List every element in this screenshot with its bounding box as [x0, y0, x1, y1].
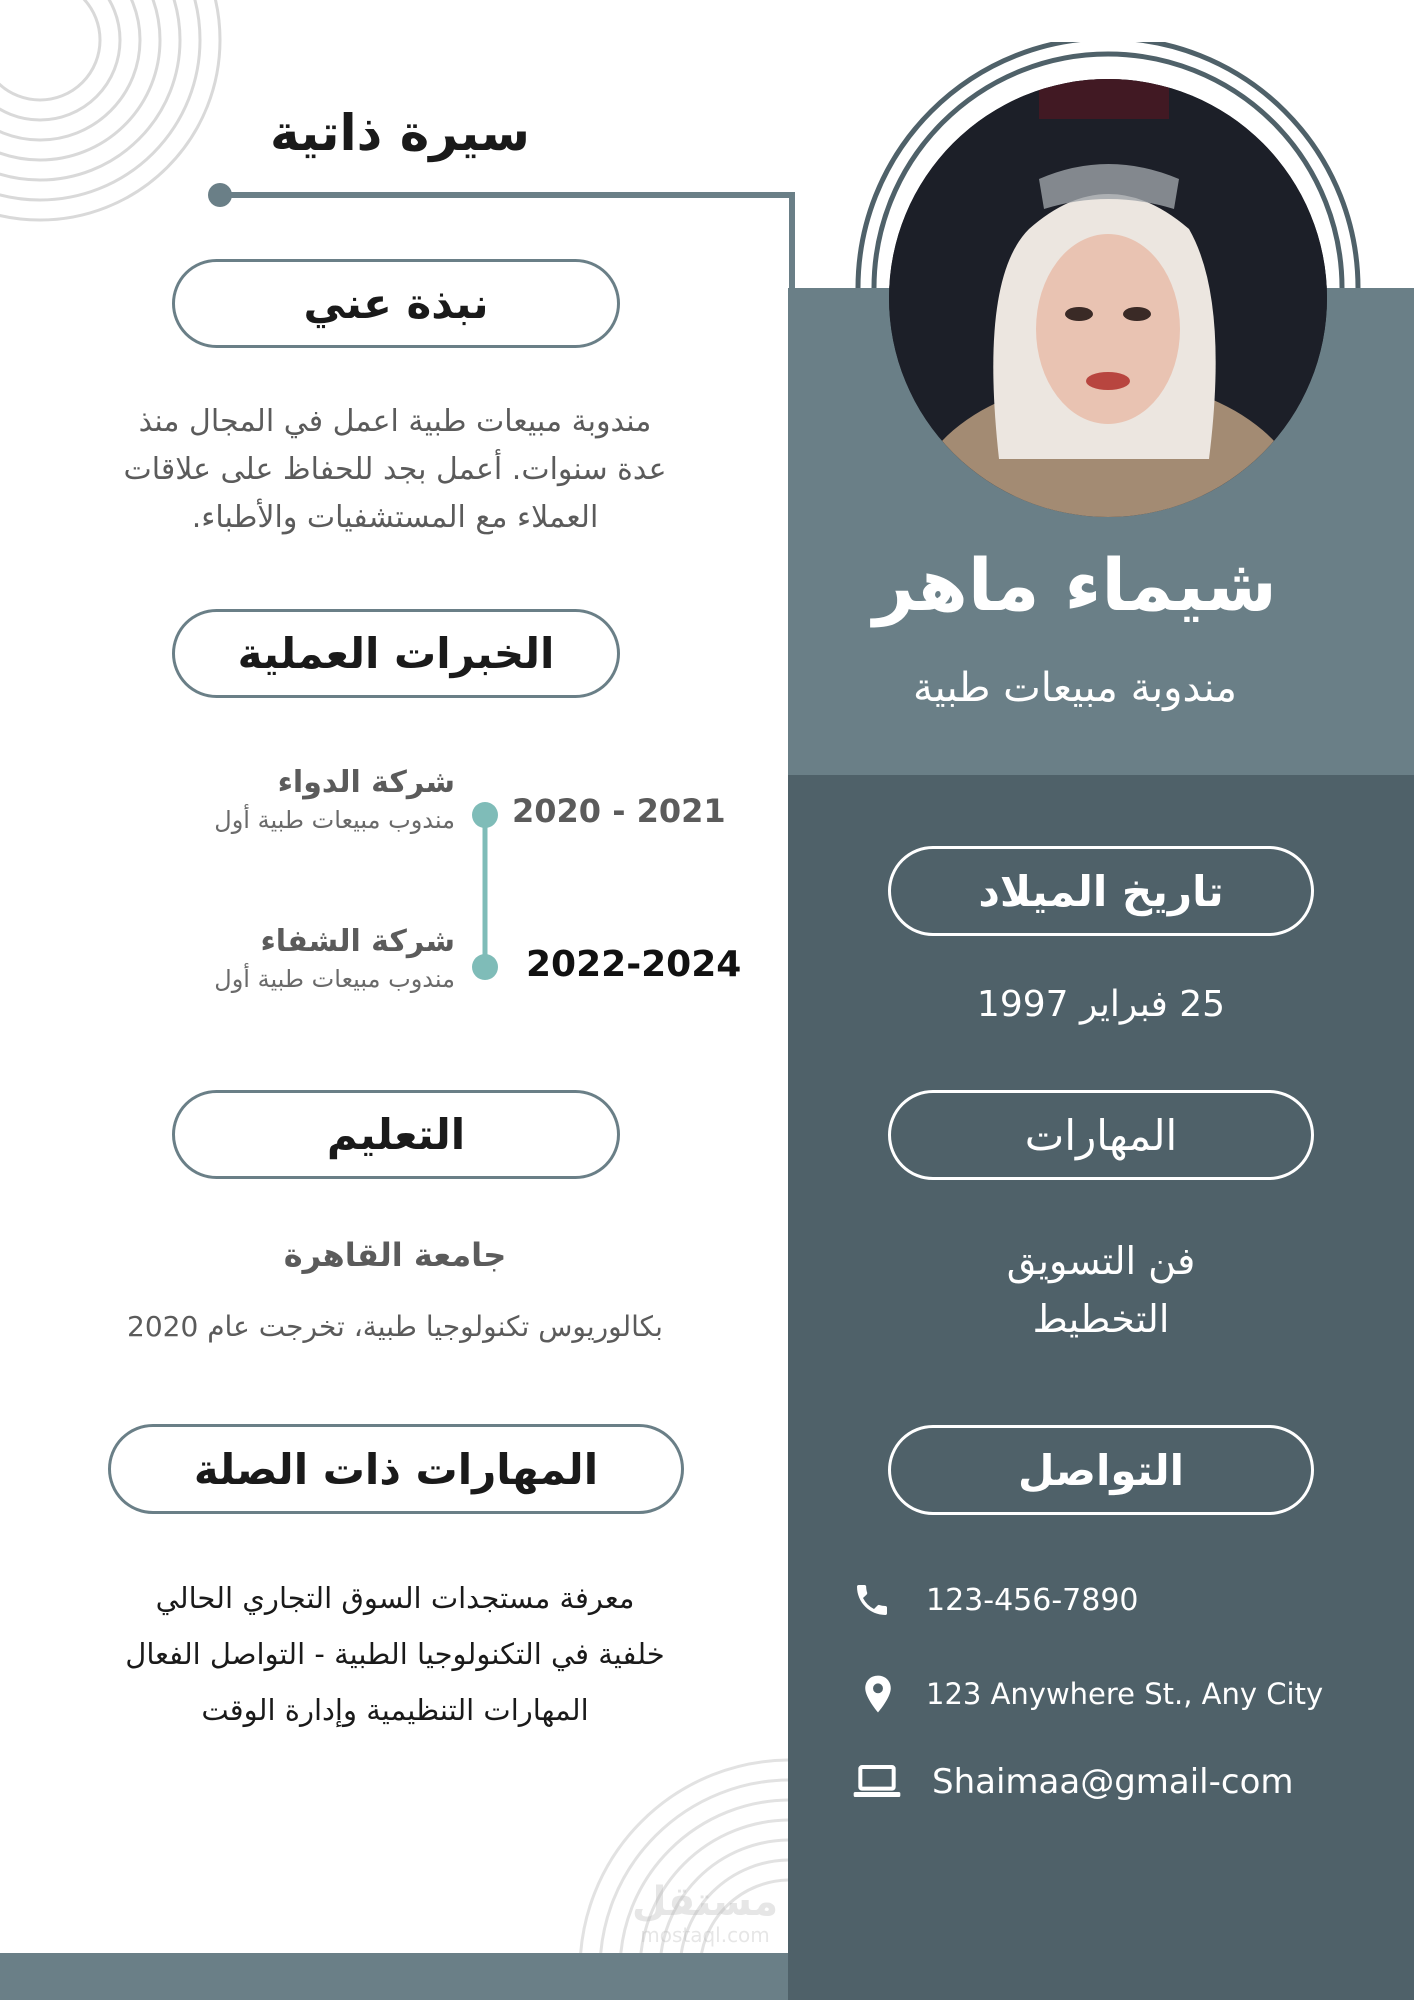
related-skill-line: خلفية في التكنولوجيا الطبية - التواصل الفعال [125, 1637, 665, 1671]
about-heading [172, 259, 620, 348]
experience-years: 2022-2024 [526, 944, 742, 985]
related-skill-line: المهارات التنظيمية وإدارة الوقت [201, 1693, 589, 1727]
related-skills-text [40, 1570, 750, 1738]
skill-item: فن التسويق [1006, 1239, 1196, 1283]
contact-phone[interactable]: 123-456-7890 [926, 1582, 1139, 1618]
education-university: جامعة القاهرة [283, 1236, 507, 1274]
education-degree: بكالوريوس تكنولوجيا طبية، تخرجت عام 2020 [127, 1310, 663, 1343]
education-heading [172, 1090, 620, 1179]
skills-heading [888, 1090, 1314, 1180]
birth-value: 25 فبراير 1997 [976, 984, 1226, 1025]
about-line: مندوبة مبيعات طبية اعمل في المجال منذ [138, 404, 652, 439]
birth-heading [888, 846, 1314, 936]
contact-email-row [852, 1762, 1294, 1802]
experience-company: شركة الشفاء [260, 924, 455, 959]
portrait-illustration [889, 79, 1327, 517]
contact-address-row [858, 1674, 1323, 1714]
about-line: العملاء مع المستشفيات والأطباء. [191, 500, 599, 535]
skills-heading-label: المهارات [1024, 1110, 1178, 1160]
phone-icon [852, 1580, 892, 1620]
details-panel [788, 775, 1414, 2000]
related-skill-line: معرفة مستجدات السوق التجاري الحالي [155, 1581, 635, 1615]
bottom-strip [0, 1953, 788, 2000]
experience-item [100, 924, 455, 993]
profile-job-title: مندوبة مبيعات طبية [913, 665, 1237, 711]
watermark-brand: مستقل [631, 1879, 779, 1925]
watermark-site: mostaql.com [640, 1923, 770, 1947]
location-pin-icon [858, 1674, 898, 1714]
laptop-icon [852, 1762, 902, 1802]
skills-list [888, 1232, 1314, 1348]
experience-company: شركة الدواء [277, 765, 455, 800]
profile-name: شيماء ماهر [873, 543, 1277, 627]
experience-role: مندوب مبيعات طبية أول [214, 965, 455, 993]
about-heading-label: نبذة عني [303, 279, 489, 328]
contact-phone-row [852, 1580, 1139, 1620]
birth-heading-label: تاريخ الميلاد [978, 866, 1224, 916]
experience-role: مندوب مبيعات طبية أول [214, 806, 455, 834]
contact-address: 123 Anywhere St., Any City [926, 1677, 1324, 1711]
experience-heading-label: الخبرات العملية [237, 629, 555, 678]
related-skills-heading-label: المهارات ذات الصلة [193, 1444, 599, 1494]
contact-heading [888, 1425, 1314, 1515]
experience-timeline [470, 800, 500, 980]
watermark [610, 1880, 800, 1946]
contact-heading-label: التواصل [1017, 1445, 1185, 1495]
profile-photo [889, 79, 1327, 517]
experience-years: 2020 - 2021 [512, 792, 726, 830]
about-line: عدة سنوات. أعمل بجد للحفاظ على علاقات [123, 452, 667, 487]
skill-item: التخطيط [1032, 1297, 1170, 1341]
experience-heading [172, 609, 620, 698]
education-heading-label: التعليم [326, 1110, 466, 1159]
about-text [40, 398, 750, 542]
page-title: سيرة ذاتية [270, 104, 530, 162]
related-skills-heading [108, 1424, 684, 1514]
contact-email[interactable]: Shaimaa@gmail-com [932, 1762, 1294, 1802]
experience-item [100, 765, 455, 834]
